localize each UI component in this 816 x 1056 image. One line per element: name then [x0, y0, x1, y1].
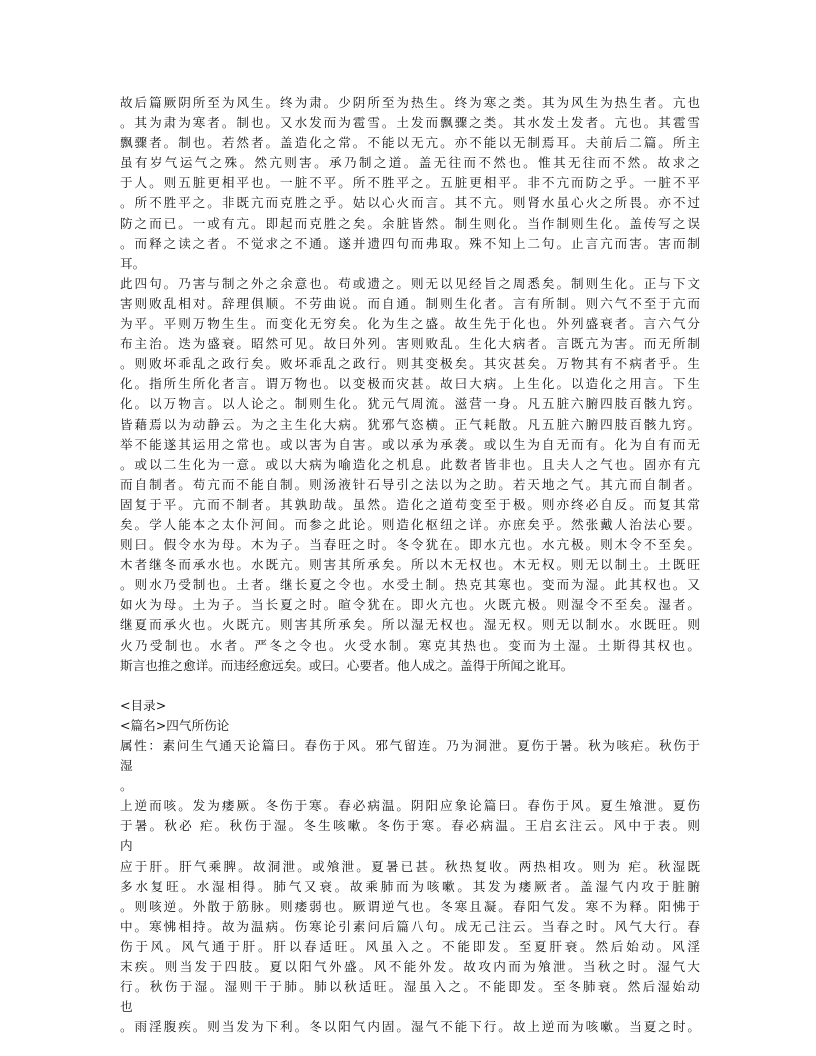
commentary-line: 耳。: [120, 255, 146, 271]
commentary-line: 。而释之读之者。不觉求之不通。遂并遗四句而弗取。殊不知上二句。止言亢而害。害而制: [120, 235, 700, 251]
commentary-line: 于人。则五脏更相平也。一脏不平。所不胜平之。五脏更相平。非不亢而防之乎。一脏不平: [120, 175, 700, 191]
four-qi-line: 。雨淫腹疾。则当发为下利。冬以阳气内固。湿气不能下行。故上逆而为咳嗽。当夏之时。: [120, 1019, 700, 1035]
commentary-line: 。则水乃受制也。土者。继长夏之令也。水受土制。热克其寒也。变而为湿。此其权也。又: [120, 577, 700, 593]
commentary-line: 为平。平则万物生生。而变化无穷矣。化为生之盛。故生先于化也。外列盛衰者。言六气分: [120, 316, 700, 332]
four-qi-line: 中。寒怫相持。故为温病。伤寒论引素问后篇八句。成无己注云。当春之时。风气大行。春: [120, 918, 700, 934]
four-qi-line: 属性：素问生气通天论篇曰。春伤于风。邪气留连。乃为洞泄。夏伤于暑。秋为咳疟。秋伤于: [120, 738, 700, 753]
four-qi-line: 末疾。则当发于四肢。夏以阳气外盛。风不能外发。故攻内而为飧泄。当秋之时。湿气大: [120, 959, 700, 975]
four-qi-line: 。: [120, 778, 133, 794]
commentary-line: 举不能遂其运用之常也。或以害为自害。或以承为承袭。或以生为自无而有。化为自有而无: [120, 436, 700, 452]
four-qi-line: 多水复旺。水湿相得。肺气又衰。故乘肺而为咳嗽。其发为痿厥者。盖湿气内攻于脏腑: [120, 878, 700, 894]
commentary-line: 化。指所生所化者言。谓万物也。以变极而灾甚。故曰大病。上生化。以造化之用言。下生: [120, 376, 700, 392]
four-qi-line: 湿: [120, 758, 133, 774]
four-qi-line: 内: [120, 838, 133, 854]
four-qi-line: 应于肝。肝气乘脾。故洞泄。或飧泄。夏暑已甚。秋热复收。两热相攻。则为 疟。秋湿既: [120, 858, 700, 874]
commentary-line: 皆藉焉以为动静云。为之主生化大病。犹邪气恣横。正气耗散。凡五脏六腑四肢百骸九窍。: [120, 416, 700, 432]
four-qi-line: 行。秋伤于湿。湿则干于肺。肺以秋适旺。湿虽入之。不能即发。至冬肺衰。然后湿始动: [120, 979, 700, 995]
commentary-line: 化。以万物言。以人论之。制则生化。犹元气周流。滋营一身。凡五脏六腑四肢百骸九窍。: [120, 396, 700, 412]
commentary-line: 如火为母。土为子。当长夏之时。暄令犹在。即火亢也。火既亢极。则湿令不至矣。湿者。: [120, 597, 700, 613]
commentary-line: 故后篇厥阴所至为风生。终为肃。少阴所至为热生。终为寒之类。其为风生为热生者。亢也: [120, 95, 700, 110]
commentary-line: 而自制者。苟亢而不能自制。则汤液针石导引之法以为之助。若天地之气。其亢而自制者。: [120, 476, 700, 492]
commentary-line: 矣。学人能本之太仆河间。而参之此论。则造化枢纽之详。亦庶矣乎。然张戴人治法心要。: [120, 516, 700, 532]
commentary-line: 木者继冬而承水也。水既亢。则害其所承矣。所以木无权也。木无权。则无以制土。土既旺: [120, 557, 700, 573]
commentary-section: [120, 93, 700, 676]
commentary-line: 斯言也推之愈详。而违经愈远矣。或曰。心要者。他人成之。盖得于所闻之讹耳。: [120, 657, 574, 673]
document-page: [120, 93, 700, 1037]
four-qi-line: <目录>: [120, 697, 167, 713]
section-gap: [120, 676, 700, 696]
commentary-line: 继夏而承火也。火既亢。则害其所承矣。所以湿无权也。湿无权。则无以制水。水既旺。则: [120, 617, 700, 633]
four-qi-line: 。则咳逆。外散于筋脉。则痿弱也。厥谓逆气也。冬寒且凝。春阳气发。寒不为释。阳怫于: [120, 898, 700, 914]
commentary-line: 。其为肃为寒者。制也。又水发而为雹雪。土发而飘骤之类。其水发土发者。亢也。其雹雪: [120, 115, 700, 131]
four-qi-section: [120, 696, 700, 1038]
commentary-line: 火乃受制也。水者。严冬之令也。火受水制。寒克其热也。变而为土湿。土斯得其权也。: [120, 637, 700, 653]
commentary-line: 。或以二生化为一意。或以大病为喻造化之机息。此数者皆非也。且夫人之气也。固亦有亢: [120, 456, 700, 472]
commentary-line: 固复于平。亢而不制者。其孰助哉。虽然。造化之道苟变至于极。则亦终必自反。而复其常: [120, 496, 700, 512]
four-qi-line: 上逆而咳。发为痿厥。冬伤于寒。春必病温。阴阳应象论篇曰。春伤于风。夏生飧泄。夏伤: [120, 798, 700, 814]
commentary-line: 。所不胜平之。非既亢而克胜之乎。姑以心火而言。其不亢。则肾水虽心火之所畏。亦不过: [120, 195, 700, 211]
commentary-line: 则曰。假令水为母。木为子。当春旺之时。冬令犹在。即水亢也。水亢极。则木令不至矣。: [120, 537, 700, 553]
commentary-line: 害则败乱相对。辞理俱顺。不劳曲说。而自通。制则生化者。言有所制。则六气不至于亢而: [120, 295, 700, 311]
four-qi-line: 也: [120, 999, 133, 1015]
commentary-line: 布主治。迭为盛衰。昭然可见。故曰外列。害则败乱。生化大病者。言既亢为害。而无所制: [120, 336, 700, 352]
commentary-line: 虽有岁气运气之殊。然亢则害。承乃制之道。盖无往而不然也。惟其无往而不然。故求之: [120, 155, 700, 171]
commentary-line: 此四句。乃害与制之外之余意也。苟或遗之。则无以见经旨之周悉矣。制则生化。正与下文: [120, 275, 700, 291]
four-qi-line: 于暑。秋必 疟。秋伤于湿。冬生咳嗽。冬伤于寒。春必病温。王启玄注云。风中于表。则: [120, 818, 700, 834]
four-qi-line: 伤于风。风气通于肝。肝以春适旺。风虽入之。不能即发。至夏肝衰。然后始动。风淫: [120, 938, 700, 954]
commentary-line: 。则败坏乖乱之政行矣。败坏乖乱之政行。则其变极矣。其灾甚矣。万物其有不病者乎。生: [120, 356, 700, 372]
commentary-line: 防之而已。一或有亢。即起而克胜之矣。余脏皆然。制生则化。当作制则生化。盖传写之误: [120, 215, 700, 231]
four-qi-line: <篇名>四气所伤论: [120, 717, 230, 733]
commentary-line: 飘骤者。制也。若然者。盖造化之常。不能以无亢。亦不能以无制焉耳。夫前后二篇。所主: [120, 135, 700, 151]
